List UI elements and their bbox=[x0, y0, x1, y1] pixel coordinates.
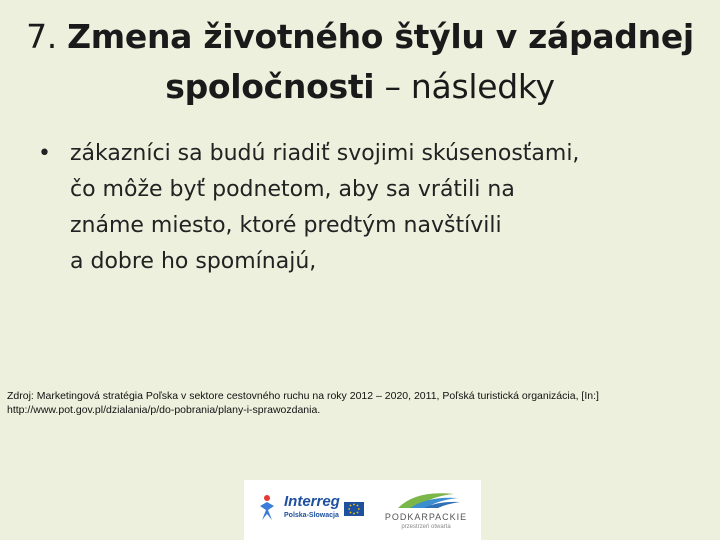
bullet-line: čo môže byť podnetom, aby sa vrátili na bbox=[70, 177, 515, 202]
bullet-line: a dobre ho spomínajú, bbox=[70, 249, 317, 274]
logo-strip bbox=[244, 480, 481, 540]
bullet-marker: • bbox=[38, 141, 51, 166]
title-bold-line-1: Zmena životného štýlu v západnej bbox=[67, 17, 694, 56]
bullet-line: zákazníci sa budú riadiť svojimi skúsenosťami, bbox=[70, 141, 580, 166]
slide-title bbox=[0, 12, 720, 112]
interreg-sub: Polska-Slowacja bbox=[284, 512, 339, 519]
bullet-list bbox=[38, 136, 698, 280]
source-note bbox=[7, 389, 713, 417]
title-line-1 bbox=[0, 12, 720, 62]
title-bold-line-2: spoločnosti bbox=[165, 67, 375, 106]
interreg-name: Interreg bbox=[284, 493, 340, 510]
podkarpackie-wave-icon bbox=[376, 486, 476, 512]
title-line-2 bbox=[0, 62, 720, 112]
source-link: http://www.pot.gov.pl/dzialania/p/do-pobrania/plany-i-sprawozdania. bbox=[7, 404, 321, 416]
interreg-logo bbox=[254, 488, 366, 532]
podkarpackie-logo bbox=[376, 486, 476, 534]
podkarpackie-name: PODKARPACKIE bbox=[384, 512, 468, 522]
bullet-item bbox=[38, 136, 698, 280]
podkarpackie-tagline: przestrzeń otwarta bbox=[401, 524, 451, 530]
bullet-line: známe miesto, ktoré predtým navštívili bbox=[70, 213, 502, 238]
title-rest: – následky bbox=[384, 67, 555, 106]
title-number: 7. bbox=[26, 17, 57, 56]
source-line-1: Zdroj: Marketingová stratégia Poľska v sektore cestovného ruchu na roky 2012 – 2020, 2011, Poľská turistická organizácia, [In:] bbox=[7, 390, 599, 402]
